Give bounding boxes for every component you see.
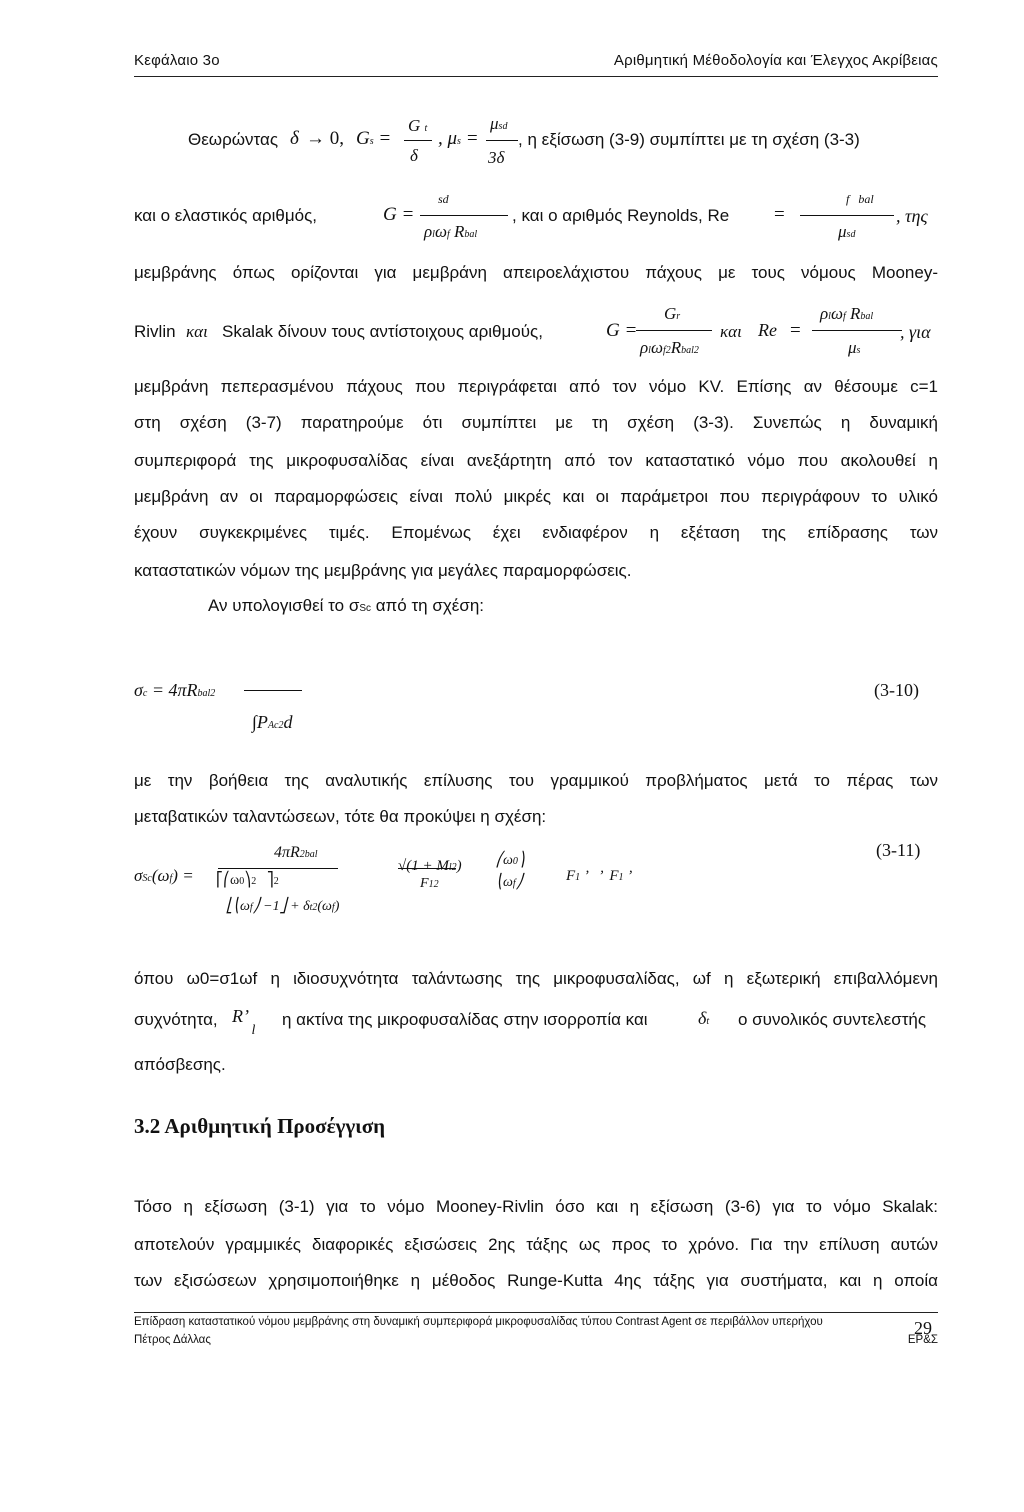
para6-line1: με την βοήθεια της αναλυτικής επίλυσης του γραμμικού προβλήματος μετά το πέρας των	[134, 771, 938, 790]
page-number: 29	[914, 1318, 932, 1338]
para2-tail: , της	[896, 206, 928, 226]
para5	[208, 596, 484, 616]
document-page: Κεφάλαιο 3ο Αριθμητική Μέθοδολογία και Έλεγχος Ακρίβειας Θεωρώντας δ → 0, Gs = G t δ , μs = μsd 3δ , η εξίσωση (3-9) συμπίπτει με τη σχέση (3-3) και ο ελαστικός αριθμός, G = sd ρlωf Rbal , και ο αριθμός Reynolds, Re = f bal μsd , της μεμβράνης όπως ορίζονται για μεμβράνη απειροελάχιστου πάχους με τους νόμους Mooney- Rivlin και Skalak δίνουν τους αντίστοιχους αριθμούς, G = Gr ρlωf2Rbal2 και Re = ρlωf Rbal μs , για μεμβράνη πεπερασμένου πάχους που περιγράφεται από τον νόμο KV. Επίσης αν θέσουμε c=1 στη σχέση (3-7) παρατηρούμε ότι συμπίπτει με τη σχέση (3-3). Συνεπώς η δυναμική συμπεριφορά της μικροφυσαλίδας είναι ανεξάρτητη από τον καταστατικό νόμο που ακολουθεί η μεμβράνη αν οι παραμορφώσεις είναι πολύ μικρές και οι παράμετροι που περιγράφουν το υλικό έχουν συγκεκριμένες τιμές. Επομένως έχει ενδιαφέρον η εξέταση της επίδρασης των καταστατικών νόμων της μεμβράνης για μεγάλες παραμορφώσεις. Αν υπολογισθεί το σSc από τη σχέση: σc = 4πRbal2 ∫PAc2d (3-10) με την βοήθεια της αναλυτικής επίλυσης του γραμμικού προβλήματος μετά το πέρας των μεταβατικών ταλαντώσεων, τότε θα προκύψει η σχέση: σSc(ωf) = 4πR2bal ⎡⎛ω0⎞2 ⎤2 ⎣⎝ωf⎠ −1⎦ + δt2(ωf) √(1 + Ml2) F12 ⎛ω0⎞ ⎝ωf⎠ F1 ’ ’ F1 ’ (3-11) όπου ω0=σ1ωf η ιδιοσυχνότητα ταλάντωσης της μικροφυσαλίδας, ωf η εξωτερική επιβαλλόμενη συχνότητα, R’ $_l$ η ακτίνα της μικροφυσαλίδας στην ισορροπία και δt ο συνολικός συντελεστής απόσβεσης. 3.2 Αριθμητική Προσέγγιση Τόσο η εξίσωση (3-1) για το νόμο Mooney-Rivlin όσο και η εξίσωση (3-6) για το νόμο Skalak: αποτελούν γραμμικές διαφορικές εξισώσεις 2ης τάξης ως προς το χρόνο. Για την επίλυση αυτών των εξισώσεων χρησιμοποιήθηκε η μέθοδος Runge-Kutta 4ης τάξης για συστήματα, και η οποία Επίδραση καταστατικού νόμου μεμβράνης στη δυναμική συμπεριφορά μικροφυσαλίδας τύπου Contrast Agent σε περιβάλλον υπερήχου Πέτρος Δάλλας ΕΡ&Σ 29	[0, 0, 1024, 1512]
para1-lead: Θεωρώντας	[188, 130, 279, 149]
section-header: Αριθμητική Μέθοδολογία και Έλεγχος Ακρίβειας	[613, 52, 938, 69]
para7-line2-lead: συχνότητα,	[134, 1010, 218, 1029]
para7-line1: όπου ω0=σ1ωf η ιδιοσυχνότητα ταλάντωσης της μικροφυσαλίδας, ωf η εξωτερική επιβαλλόμενη	[134, 969, 938, 988]
para3-line2-kai2: και	[720, 322, 742, 341]
footer-code: ΕΡ&Σ	[907, 1334, 938, 1346]
para4-line-1: μεμβράνη πεπερασμένου πάχους που περιγράφεται από τον νόμο KV. Επίσης αν θέσουμε c=1	[134, 377, 938, 396]
footer-rule	[134, 1312, 938, 1313]
para5-tail: από τη σχέση:	[371, 596, 485, 615]
para3-line2-kai: και	[186, 322, 208, 341]
footer-title: Επίδραση καταστατικού νόμου μεμβράνης στη δυναμική συμπεριφορά μικροφυσαλίδας τύπου Contrast Agent σε περιβάλλον υπερήχου	[134, 1316, 823, 1328]
para3-line1: μεμβράνης όπως ορίζονται για μεμβράνη απειροελάχιστου πάχους με τους νόμους Mooney-	[134, 263, 938, 282]
para1	[188, 130, 278, 150]
para7-line2-mid: η ακτίνα της μικροφυσαλίδας στην ισορροπία και	[282, 1010, 648, 1029]
var-delta-t: δt	[698, 1008, 710, 1028]
para1-tail: , η εξίσωση (3-9) συμπίπτει με τη σχέση (3-3)	[518, 130, 860, 149]
para2-lead: και ο ελαστικός αριθμός,	[134, 206, 317, 225]
para6-line2: μεταβατικών ταλαντώσεων, τότε θα προκύψει η σχέση:	[134, 807, 547, 826]
equation-3-10-number: (3-10)	[874, 680, 919, 700]
header-rule	[134, 76, 938, 77]
para3-line2-lead: Rivlin	[134, 322, 176, 341]
para4-last: καταστατικών νόμων της μεμβράνης για μεγάλες παραμορφώσεις.	[134, 561, 632, 580]
para8-line-3: των εξισώσεων χρησιμοποιήθηκε η μέθοδος Runge-Kutta 4ης τάξης για συστήματα, και η οποία	[134, 1271, 938, 1290]
equation-3-11-number: (3-11)	[876, 840, 921, 860]
para5-sub: Sc	[359, 603, 371, 614]
para4-line-4: μεμβράνη αν οι παραμορφώσεις είναι πολύ μικρές και οι παράμετροι που περιγράφουν το υλικό	[134, 487, 938, 506]
para2-mid: , και ο αριθμός Reynolds, Re	[512, 206, 730, 225]
var-R-prime: R’ $_l$	[232, 1006, 256, 1038]
para4-line-2: στη σχέση (3-7) παρατηρούμε ότι συμπίπτει με τη σχέση (3-3). Συνεπώς η δυναμική	[134, 413, 938, 432]
para8-line-2: αποτελούν γραμμικές διαφορικές εξισώσεις 2ης τάξης ως προς το χρόνο. Για την επίλυση αυτών	[134, 1235, 938, 1254]
para7-line3: απόσβεσης.	[134, 1055, 226, 1074]
para4-line-3: συμπεριφορά της μικροφυσαλίδας είναι ανεξάρτητη από τον καταστατικό νόμο που ακολουθεί η	[134, 451, 938, 470]
para3-line2-re: Re	[758, 320, 777, 340]
chapter-header: Κεφάλαιο 3ο	[134, 52, 220, 69]
para3-line2-tail: , για	[900, 322, 931, 342]
para5-text: Αν υπολογισθεί το σ	[208, 596, 360, 615]
para7-line2-tail: ο συνολικός συντελεστής	[738, 1010, 927, 1029]
footer-author: Πέτρος Δάλλας	[134, 1334, 211, 1346]
para8-line-1: Τόσο η εξίσωση (3-1) για το νόμο Mooney-Rivlin όσο και η εξίσωση (3-6) για το νόμο Skalak:	[134, 1197, 938, 1216]
para4-line-5: έχουν συγκεκριμένες τιμές. Επομένως έχει ενδιαφέρον η εξέταση της επίδρασης των	[134, 523, 938, 542]
para3-line2-mid: Skalak δίνουν τους αντίστοιχους αριθμούς,	[222, 322, 543, 341]
section-heading: 3.2 Αριθμητική Προσέγγιση	[134, 1114, 386, 1138]
